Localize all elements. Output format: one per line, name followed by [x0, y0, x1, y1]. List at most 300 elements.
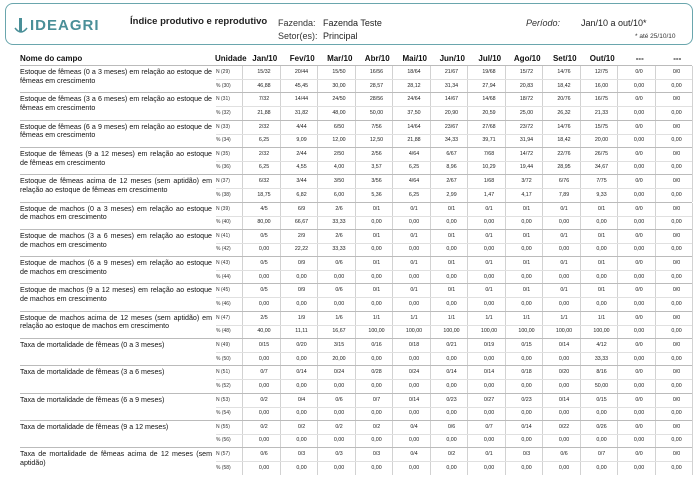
- column-header: Mar/10: [327, 54, 353, 63]
- table-cell: 0/4: [297, 396, 306, 403]
- table-cell: 0/4: [410, 423, 418, 430]
- row-unit-label: % (46): [216, 300, 231, 307]
- table-cell: 14/67: [444, 96, 459, 103]
- table-cell: 0/6: [560, 451, 568, 458]
- table-cell: 0,00: [671, 191, 682, 198]
- table-cell: 34,67: [594, 164, 609, 171]
- table-cell: 28,12: [407, 82, 421, 89]
- field-group: [20, 365, 692, 393]
- table-cell: 0,00: [483, 246, 495, 253]
- table-cell: 0/1: [447, 260, 456, 267]
- table-cell: 100,00: [405, 328, 423, 335]
- table-cell: 0/0: [635, 96, 643, 103]
- table-cell: 2,99: [446, 191, 457, 198]
- field-name: Taxa de mortalidade de fêmeas (3 a 6 meses): [20, 368, 165, 377]
- table-cell: 0/1: [410, 232, 418, 239]
- table-cell: 15/75: [594, 123, 609, 130]
- column-divider: [692, 339, 693, 366]
- table-cell: 0,00: [633, 246, 645, 253]
- table-cell: 1/1: [410, 314, 418, 321]
- table-cell: 20,00: [332, 355, 346, 362]
- table-cell: 0,00: [258, 410, 270, 417]
- table-cell: 0,00: [596, 300, 607, 307]
- table-cell: 0/20: [296, 342, 307, 348]
- table-cell: 0,00: [521, 382, 532, 389]
- table-cell: 0/0: [672, 369, 681, 376]
- table-cell: 0,00: [333, 464, 345, 471]
- table-cell: 0/15: [521, 342, 532, 348]
- table-cell: 0/22: [558, 423, 570, 430]
- table-row: [216, 94, 692, 106]
- table-cell: 0,00: [671, 328, 682, 335]
- table-cell: 0/1: [485, 232, 493, 239]
- field-group: [20, 65, 692, 93]
- table-cell: 46,88: [257, 82, 271, 89]
- table-cell: 14/68: [482, 96, 496, 103]
- column-divider: [692, 421, 693, 448]
- table-row: [216, 162, 692, 174]
- table-cell: 0,00: [671, 300, 682, 307]
- table-cell: 3/44: [296, 178, 307, 185]
- table-cell: 12,50: [369, 137, 384, 144]
- table-cell: 27,94: [482, 82, 496, 89]
- field-group: [20, 338, 692, 366]
- field-name: Estoque de fêmeas (3 a 6 meses) em relação ao estoque de fêmeas em crescimento: [20, 95, 212, 113]
- table-cell: 0,00: [408, 273, 420, 280]
- table-cell: 100,00: [368, 328, 385, 335]
- table-cell: 0/0: [635, 260, 643, 267]
- column-header: ---: [673, 54, 682, 63]
- table-cell: 0/7: [485, 423, 493, 430]
- table-cell: 0,00: [671, 355, 682, 362]
- table-cell: 0/1: [485, 260, 493, 267]
- row-unit-label: N (33): [216, 123, 230, 130]
- table-cell: 16,67: [332, 328, 346, 335]
- table-cell: 0/14: [483, 369, 495, 376]
- table-cell: 0/6: [260, 451, 268, 458]
- field-name: Estoque de machos (9 a 12 meses) em relação ao estoque de machos em crescimento: [20, 286, 212, 304]
- table-cell: 0/1: [410, 260, 418, 267]
- table-cell: 0/0: [635, 342, 643, 348]
- table-cell: 0/0: [672, 314, 681, 321]
- table-cell: 0,00: [371, 355, 382, 362]
- table-row: [216, 326, 692, 338]
- table-cell: 0/1: [447, 287, 456, 294]
- table-cell: 6,82: [296, 191, 307, 198]
- table-cell: 0,00: [258, 355, 270, 362]
- table-cell: 3/15: [333, 342, 345, 348]
- column-header: Jan/10: [252, 54, 278, 63]
- column-divider: [692, 148, 693, 175]
- table-cell: 0,00: [558, 246, 570, 253]
- table-row: [216, 272, 692, 284]
- table-cell: 0,00: [258, 437, 270, 444]
- table-cell: 22,22: [294, 246, 309, 253]
- column-divider: [692, 448, 693, 475]
- column-divider: [692, 121, 693, 148]
- table-cell: 2/50: [333, 150, 345, 157]
- table-cell: 15/50: [332, 69, 346, 75]
- table-cell: 2/56: [371, 150, 382, 157]
- row-unit-label: % (56): [216, 437, 231, 444]
- table-row: [216, 408, 692, 420]
- table-cell: 33,33: [332, 246, 346, 253]
- table-cell: 0/0: [672, 396, 681, 403]
- table-cell: 0/14: [521, 423, 532, 430]
- table-cell: 0/0: [635, 150, 643, 157]
- table-cell: 0,00: [671, 82, 682, 89]
- farm-value: Fazenda Teste: [323, 18, 382, 28]
- table-cell: 1/1: [522, 314, 531, 321]
- table-cell: 0/16: [371, 342, 382, 348]
- row-unit-label: N (57): [216, 451, 230, 458]
- table-cell: 0,00: [296, 273, 307, 280]
- table-cell: 14/72: [519, 150, 534, 157]
- table-cell: 0,00: [333, 273, 345, 280]
- table-cell: 31,34: [444, 82, 459, 89]
- table-cell: 1/1: [485, 314, 493, 321]
- table-cell: 28,57: [369, 82, 384, 89]
- table-cell: 0,00: [558, 437, 570, 444]
- table-cell: 0,00: [483, 219, 495, 225]
- table-cell: 9,09: [296, 137, 307, 144]
- table-cell: 2/67: [446, 178, 457, 185]
- table-cell: 0/1: [410, 205, 418, 212]
- table-cell: 6,25: [258, 137, 270, 144]
- table-cell: 0,00: [521, 355, 532, 362]
- table-cell: 0/0: [635, 396, 643, 403]
- table-cell: 0,00: [521, 273, 532, 280]
- table-cell: 0/14: [558, 396, 570, 403]
- table-cell: 0,00: [558, 410, 570, 417]
- field-group: [20, 174, 692, 202]
- table-row: [216, 122, 692, 134]
- table-cell: 0/5: [260, 287, 268, 294]
- table-cell: 0/1: [447, 232, 456, 239]
- table-cell: 0/28: [371, 369, 382, 376]
- table-row: [216, 463, 692, 475]
- table-cell: 0,00: [558, 219, 570, 225]
- table-row: [216, 244, 692, 256]
- table-cell: 0/1: [560, 205, 568, 212]
- table-cell: 0/0: [672, 232, 681, 239]
- table-cell: 0,00: [633, 191, 645, 198]
- table-cell: 21,33: [594, 109, 609, 116]
- table-cell: 18/64: [407, 69, 421, 75]
- column-divider: [692, 66, 693, 93]
- table-cell: 0/2: [372, 423, 381, 430]
- table-cell: 0/2: [447, 451, 456, 458]
- table-cell: 0,00: [483, 410, 495, 417]
- table-cell: 0,00: [596, 437, 607, 444]
- table-cell: 0/1: [522, 205, 531, 212]
- table-cell: 100,00: [555, 328, 573, 335]
- table-cell: 33,33: [594, 355, 609, 362]
- row-unit-label: N (53): [216, 396, 230, 403]
- table-cell: 0/18: [408, 342, 420, 348]
- table-cell: 0,00: [671, 109, 682, 116]
- field-name: Estoque de machos (3 a 6 meses) em relação ao estoque de machos em crescimento: [20, 231, 212, 249]
- table-cell: 0,00: [296, 437, 307, 444]
- table-cell: 0,00: [371, 437, 382, 444]
- table-cell: 6,00: [333, 191, 345, 198]
- table-cell: 6,25: [408, 164, 420, 171]
- table-cell: 16,00: [594, 82, 609, 89]
- table-cell: 24/50: [332, 96, 346, 103]
- table-row: [216, 354, 692, 366]
- table-cell: 1/1: [447, 314, 456, 321]
- table-cell: 0,00: [408, 300, 420, 307]
- table-cell: 28/56: [369, 96, 384, 103]
- table-cell: 0,00: [483, 437, 495, 444]
- field-group: [20, 311, 692, 339]
- column-header: Set/10: [552, 54, 577, 63]
- table-cell: 0/0: [635, 178, 643, 185]
- field-group: [20, 92, 692, 120]
- table-cell: 33,33: [332, 219, 346, 225]
- table-row: [216, 285, 692, 297]
- table-cell: 0,00: [633, 464, 645, 471]
- table-cell: 0,00: [521, 300, 532, 307]
- table-cell: 14/44: [294, 96, 309, 103]
- table-cell: 0/0: [672, 205, 681, 212]
- table-cell: 0,00: [408, 382, 420, 389]
- table-cell: 0,00: [521, 219, 532, 225]
- field-name: Estoque de fêmeas (0 a 3 meses) em relação ao estoque de fêmeas em crescimento: [20, 68, 212, 85]
- table-cell: 0,00: [446, 300, 457, 307]
- table-cell: 39,71: [482, 137, 496, 144]
- table-cell: 0/5: [260, 260, 268, 267]
- table-cell: 0,00: [408, 464, 420, 471]
- column-divider: [692, 284, 693, 311]
- table-cell: 0/1: [522, 232, 531, 239]
- table-cell: 2/5: [260, 314, 268, 321]
- field-group: [20, 120, 692, 148]
- row-unit-label: % (34): [216, 137, 231, 144]
- table-cell: 7/32: [258, 96, 270, 103]
- column-header: Fev/10: [289, 54, 315, 63]
- table-cell: 4/64: [408, 150, 420, 157]
- table-cell: 22/76: [557, 150, 571, 157]
- table-cell: 7,89: [558, 191, 570, 198]
- row-unit-label: N (43): [216, 260, 230, 267]
- table-cell: 0,00: [371, 300, 382, 307]
- table-cell: 0/20: [558, 369, 570, 376]
- table-cell: 11,11: [295, 328, 308, 335]
- table-cell: 0/19: [483, 342, 495, 348]
- table-cell: 21/67: [444, 69, 459, 75]
- row-unit-label: N (51): [216, 369, 230, 376]
- table-cell: 0/0: [635, 205, 643, 212]
- table-cell: 0,00: [671, 273, 682, 280]
- report-header: [5, 3, 693, 45]
- field-name-header: Nome do campo: [20, 54, 83, 63]
- row-unit-label: N (45): [216, 287, 230, 294]
- table-row: [216, 299, 692, 311]
- column-header: Abr/10: [364, 54, 390, 63]
- table-cell: 0/1: [372, 232, 381, 239]
- table-cell: 0/1: [560, 232, 568, 239]
- field-group: [20, 147, 692, 175]
- table-cell: 0/1: [372, 287, 381, 294]
- table-row: [216, 340, 692, 352]
- table-cell: 0,00: [371, 410, 382, 417]
- column-header: ---: [635, 54, 644, 63]
- table-row: [216, 204, 692, 216]
- table-cell: 0,00: [633, 164, 645, 171]
- table-cell: 25,00: [519, 109, 534, 116]
- table-cell: 0,00: [258, 273, 270, 280]
- table-cell: 0,00: [333, 437, 345, 444]
- table-cell: 0,00: [633, 137, 645, 144]
- table-cell: 0/0: [672, 260, 681, 267]
- table-cell: 0,00: [483, 355, 495, 362]
- table-cell: 15/72: [519, 69, 534, 75]
- table-cell: 0/15: [596, 396, 607, 403]
- table-cell: 20,00: [594, 137, 609, 144]
- table-cell: 0,00: [483, 382, 495, 389]
- table-cell: 66,67: [294, 219, 309, 225]
- table-row: [216, 381, 692, 393]
- field-group: [20, 420, 692, 448]
- period-value: Jan/10 a out/10*: [581, 18, 647, 28]
- field-group: [20, 447, 692, 475]
- table-cell: 0/1: [447, 205, 456, 212]
- table-cell: 0,00: [633, 300, 645, 307]
- row-unit-label: % (32): [216, 109, 231, 116]
- table-cell: 0,00: [296, 355, 307, 362]
- field-group: [20, 229, 692, 257]
- table-cell: 0,00: [371, 382, 382, 389]
- table-cell: 16/56: [369, 69, 384, 75]
- table-cell: 0,00: [408, 437, 420, 444]
- table-cell: 1/1: [560, 314, 568, 321]
- table-cell: 1/68: [483, 178, 495, 185]
- table-cell: 7/56: [371, 123, 382, 130]
- table-cell: 20/76: [557, 96, 571, 103]
- table-cell: 0/2: [297, 423, 306, 430]
- table-cell: 4/12: [596, 342, 607, 348]
- table-cell: 18,42: [557, 82, 571, 89]
- table-cell: 0/6: [335, 396, 343, 403]
- table-cell: 0,00: [671, 410, 682, 417]
- ideagri-logo: [14, 12, 109, 38]
- table-cell: 0/1: [597, 205, 606, 212]
- table-cell: 0,00: [633, 355, 645, 362]
- table-cell: 23/67: [444, 123, 459, 130]
- row-unit-label: N (49): [216, 342, 230, 348]
- row-unit-label: % (50): [216, 355, 231, 362]
- table-cell: 0/24: [408, 369, 420, 376]
- table-cell: 50,00: [369, 109, 384, 116]
- sector-label: Setor(es):: [278, 31, 318, 41]
- table-cell: 0,00: [333, 382, 345, 389]
- table-cell: 0,00: [483, 273, 495, 280]
- table-cell: 12,00: [332, 137, 346, 144]
- table-row: [216, 135, 692, 147]
- table-cell: 0/26: [596, 423, 607, 430]
- table-cell: 4,17: [521, 191, 532, 198]
- table-cell: 4,55: [296, 164, 307, 171]
- period-label: Período:: [526, 18, 561, 28]
- table-cell: 0,00: [446, 382, 457, 389]
- table-cell: 0,00: [446, 246, 457, 253]
- row-unit-label: N (31): [216, 96, 230, 103]
- table-cell: 0,00: [633, 109, 645, 116]
- row-unit-label: N (55): [216, 423, 230, 430]
- table-cell: 0/0: [672, 96, 681, 103]
- table-cell: 20,90: [444, 109, 459, 116]
- row-unit-label: N (47): [216, 314, 230, 321]
- table-cell: 0/15: [258, 342, 270, 348]
- table-cell: 0,00: [671, 382, 682, 389]
- table-row: [216, 81, 692, 93]
- table-cell: 0/1: [485, 451, 493, 458]
- table-cell: 0,00: [408, 410, 420, 417]
- table-cell: 31,82: [294, 109, 309, 116]
- table-cell: 0,00: [633, 437, 645, 444]
- table-cell: 18/72: [519, 96, 534, 103]
- table-cell: 0/0: [635, 287, 643, 294]
- table-row: [216, 190, 692, 202]
- table-row: [216, 258, 692, 270]
- row-unit-label: N (37): [216, 178, 230, 185]
- table-cell: 0,00: [446, 273, 457, 280]
- table-cell: 0,00: [521, 464, 532, 471]
- table-cell: 1/9: [297, 314, 306, 321]
- table-cell: 0,00: [633, 328, 645, 335]
- table-cell: 0/0: [635, 69, 643, 75]
- unit-header: Unidade: [215, 54, 247, 63]
- table-cell: 0/27: [483, 396, 495, 403]
- table-cell: 0/0: [672, 342, 681, 348]
- table-cell: 0/1: [372, 205, 381, 212]
- table-cell: 0/0: [672, 423, 681, 430]
- table-cell: 24/64: [407, 96, 421, 103]
- table-cell: 0/21: [446, 342, 457, 348]
- table-cell: 0,00: [671, 219, 682, 225]
- table-cell: 0/1: [597, 232, 606, 239]
- table-cell: 0/7: [372, 396, 381, 403]
- field-name: Taxa de mortalidade de fêmeas (9 a 12 meses): [20, 422, 169, 431]
- table-cell: 0/14: [296, 369, 307, 376]
- table-cell: 0/1: [560, 287, 568, 294]
- table-cell: 0,00: [258, 300, 270, 307]
- column-header: Ago/10: [513, 54, 541, 63]
- table-cell: 6,25: [258, 164, 270, 171]
- table-cell: 0,00: [558, 464, 570, 471]
- column-header: Jul/10: [478, 54, 502, 63]
- table-cell: 100,00: [593, 328, 610, 335]
- table-cell: 7/75: [596, 178, 607, 185]
- table-cell: 0/0: [672, 451, 681, 458]
- table-cell: 0/1: [410, 287, 418, 294]
- table-cell: 4,00: [333, 164, 345, 171]
- table-cell: 6/76: [558, 178, 570, 185]
- table-cell: 12/75: [594, 69, 609, 75]
- table-cell: 18,75: [257, 191, 271, 198]
- table-cell: 37,50: [407, 109, 421, 116]
- row-unit-label: % (58): [216, 464, 231, 471]
- table-cell: 0,00: [633, 273, 645, 280]
- row-unit-label: % (40): [216, 219, 231, 225]
- table-cell: 3/56: [371, 178, 382, 185]
- table-cell: 6/32: [258, 178, 270, 185]
- row-unit-label: N (39): [216, 205, 230, 212]
- table-cell: 0,00: [446, 410, 457, 417]
- column-header: Jun/10: [439, 54, 465, 63]
- table-cell: 3,57: [371, 164, 382, 171]
